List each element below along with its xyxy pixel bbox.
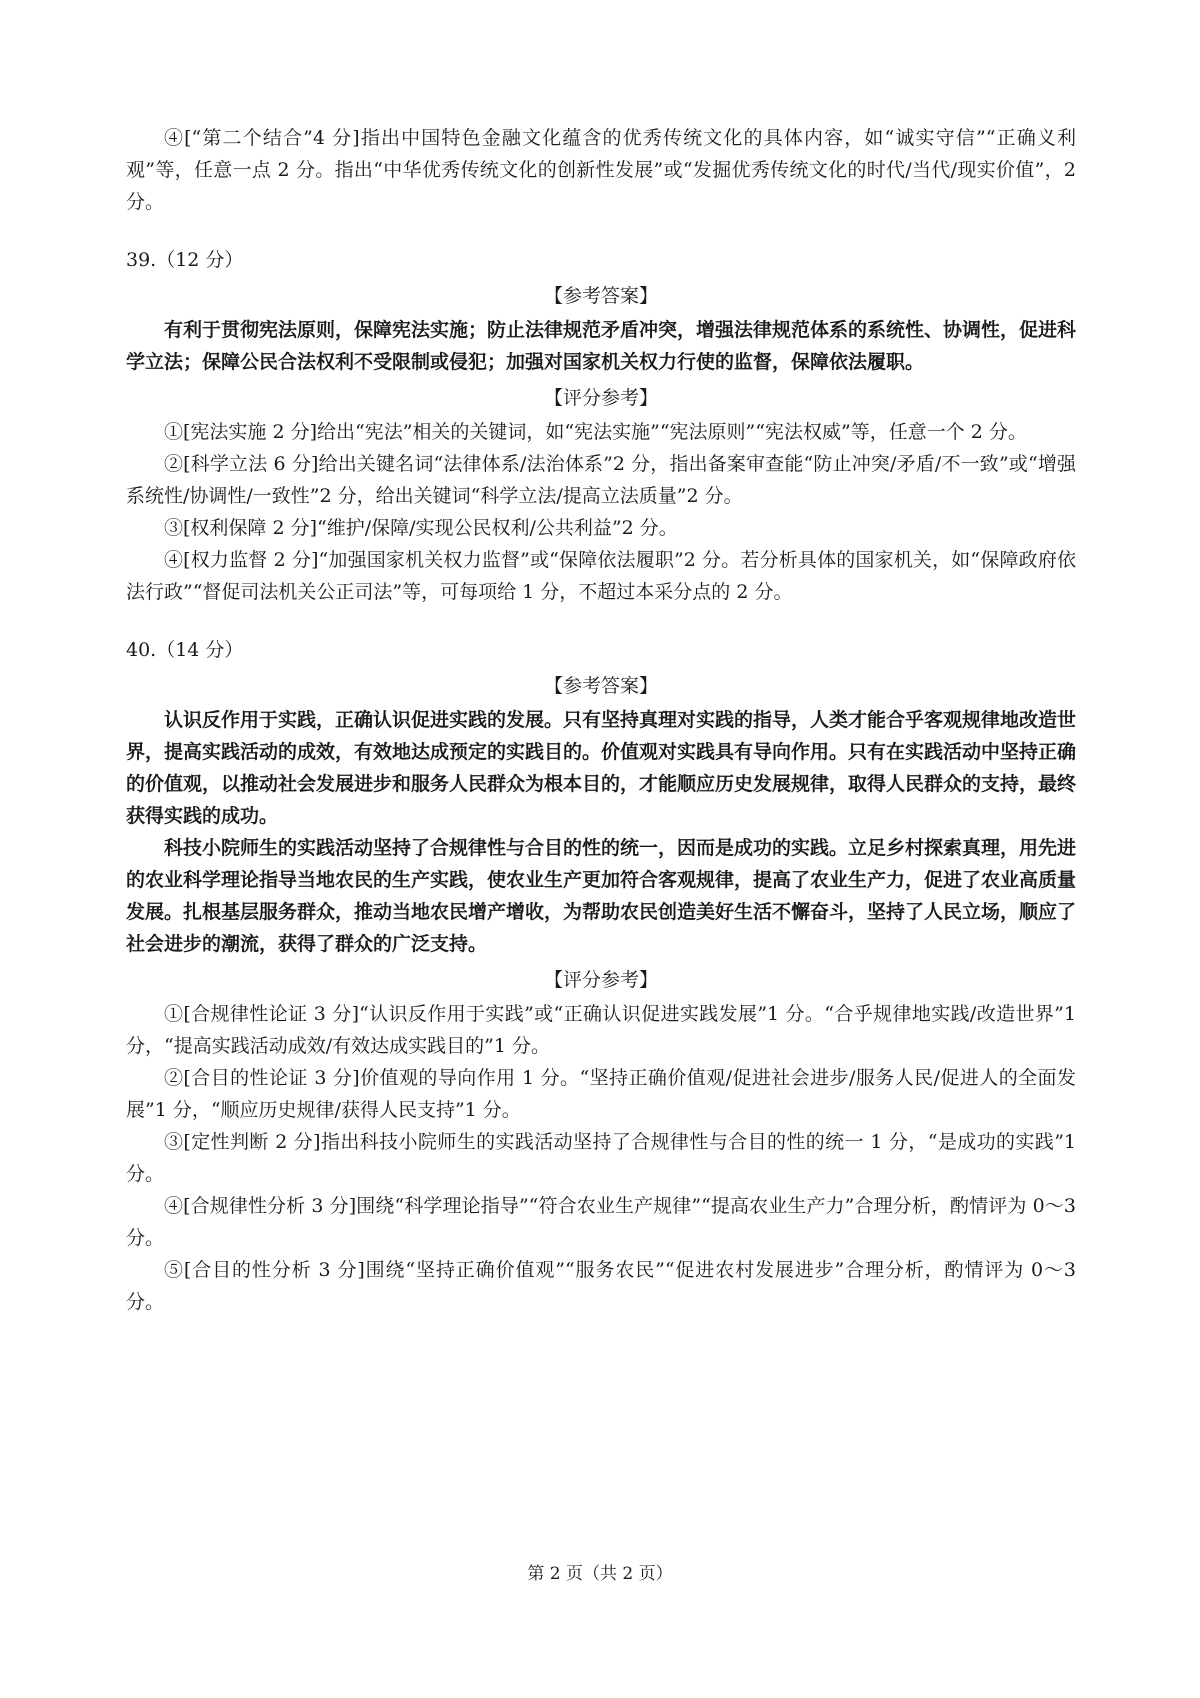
question-40-scoring-item-4: ④[合规律性分析 3 分]围绕“科学理论指导”“符合农业生产规律”“提高农业生产力”合理分析，酌情评为 0～3 分。 [126, 1195, 1076, 1249]
question-40-scoring-title: 【评分参考】 [543, 969, 658, 991]
question-39 [126, 244, 1076, 608]
page-footer: 第 2 页（共 2 页） [527, 1564, 673, 1584]
q38-scoring-item-4: ④[“第二个结合”4 分]指出中国特色金融文化蕴含的优秀传统文化的具体内容，如“诚实守信”“正确义利观”等，任意一点 2 分。指出“中华优秀传统文化的创新性发展”或“发掘优秀传统文化的时代/当代/现实价值”，2 分。 [126, 127, 1076, 213]
question-39-heading: 39.（12 分） [126, 249, 244, 271]
question-40-answer-title: 【参考答案】 [543, 675, 658, 697]
question-40-heading: 40.（14 分） [126, 639, 244, 661]
question-40-scoring-item-3: ③[定性判断 2 分]指出科技小院师生的实践活动坚持了合规律性与合目的性的统一 1 分，“是成功的实践”1 分。 [126, 1131, 1076, 1185]
question-39-scoring-item-4: ④[权力监督 2 分]“加强国家机关权力监督”或“保障依法履职”2 分。若分析具体的国家机关，如“保障政府依法行政”“督促司法机关公正司法”等，可每项给 1 分，不超过本采分点的 2 分。 [126, 549, 1076, 603]
spacer [126, 608, 1076, 634]
question-39-answer-title: 【参考答案】 [543, 285, 658, 307]
question-40-scoring-item-2: ②[合目的性论证 3 分]价值观的导向作用 1 分。“坚持正确价值观/促进社会进步/服务人民/促进人的全面发展”1 分，“顺应历史规律/获得人民支持”1 分。 [126, 1067, 1076, 1121]
question-40 [126, 634, 1076, 1318]
question-39-scoring-title: 【评分参考】 [543, 387, 658, 409]
question-39-answer: 有利于贯彻宪法原则，保障宪法实施；防止法律规范矛盾冲突，增强法律规范体系的系统性、协调性，促进科学立法；保障公民合法权利不受限制或侵犯；加强对国家机关权力行使的监督，保障依法履职。 [126, 319, 1077, 373]
question-40-answer-paragraph-1: 认识反作用于实践，正确认识促进实践的发展。只有坚持真理对实践的指导，人类才能合乎客观规律地改造世界，提高实践活动的成效，有效地达成预定的实践目的。价值观对实践具有导向作用。只有在实践活动中坚持正确的价值观，以推动社会发展进步和服务人民群众为根本目的，才能顺应历史发展规律，取得人民群众的支持，最终获得实践的成功。 [126, 709, 1077, 827]
question-40-scoring-item-1: ①[合规律性论证 3 分]“认识反作用于实践”或“正确认识促进实践发展”1 分。“合乎规律地实践/改造世界”1 分，“提高实践活动成效/有效达成实践目的”1 分。 [126, 1003, 1076, 1057]
document-page [126, 122, 1076, 1318]
question-39-scoring-item-3: ③[权利保障 2 分]“维护/保障/实现公民权利/公共利益”2 分。 [164, 517, 678, 539]
question-40-scoring-item-5: ⑤[合目的性分析 3 分]围绕“坚持正确价值观”“服务农民”“促进农村发展进步”合理分析，酌情评为 0～3 分。 [126, 1259, 1076, 1313]
question-39-scoring-item-1: ①[宪法实施 2 分]给出“宪法”相关的关键词，如“宪法实施”“宪法原则”“宪法权威”等，任意一个 2 分。 [164, 421, 1027, 443]
spacer [126, 218, 1076, 244]
question-39-scoring-item-2: ②[科学立法 6 分]给出关键名词“法律体系/法治体系”2 分，指出备案审查能“防止冲突/矛盾/不一致”或“增强系统性/协调性/一致性”2 分，给出关键词“科学立法/提高立法质量”2 分。 [126, 453, 1076, 507]
question-40-answer-paragraph-2: 科技小院师生的实践活动坚持了合规律性与合目的性的统一，因而是成功的实践。立足乡村探索真理，用先进的农业科学理论指导当地农民的生产实践，使农业生产更加符合客观规律，提高了农业生产力，促进了农业高质量发展。扎根基层服务群众，推动当地农民增产增收，为帮助农民创造美好生活不懈奋斗，坚持了人民立场，顺应了社会进步的潮流，获得了群众的广泛支持。 [126, 837, 1077, 955]
